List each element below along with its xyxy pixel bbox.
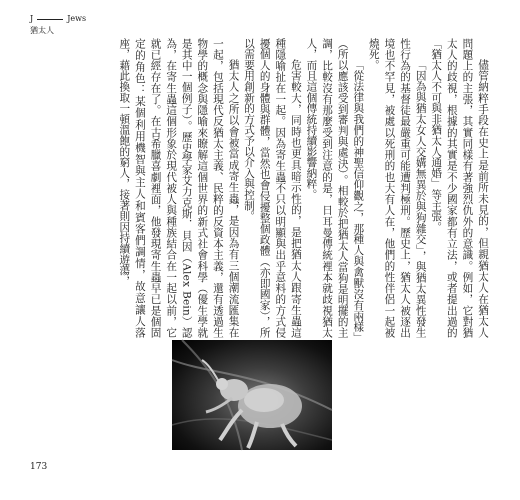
header-rule — [37, 19, 63, 20]
body-text — [118, 38, 490, 338]
page-number: 173 — [30, 462, 48, 472]
parasite-illustration — [172, 340, 332, 450]
paragraph: 危害較大，同時也更具暗示性的，是把猶太人跟寄生蟲這種隱喻扯在一起。因為寄生蟲不只以明顯與出乎意料的方式侵擾個人的身體與群體，當然也會侵擾整個政體（亦即國家），所以需要用創新的方式予以介入與控制。 — [243, 38, 302, 338]
header-title: Jews — [67, 14, 87, 23]
paragraph: 儘管納粹手段在史上是前所未見的，但親猶太人在猶太人問題上的主張，其實同樣有著強烈仇外的意識。例如，它對猶太人的歧視，根據的其實是不少國家都有立法，或者提出過的「猶太人不可與非猶太人通婚」等主張。 — [430, 38, 489, 338]
paragraph: 「從法律與我們的神聖信仰觀之，那種人與禽獸沒有兩樣」（所以應該受到審判與處決）。相較於把猶太人當狗是明擺的主調，比較沒有那麼受到注意的是，日耳曼傳統裡本就歧視猶太人，而且這個傳統持續影響納粹。 — [305, 38, 365, 338]
paragraph: 「因為與猶太女人交媾無異於與狗雜交」，與猶太異性發生性行為的基督徒最嚴重可能遭判極刑。歷史上，猶太人被逐出境也不罕見，被處以死刑的也大有人在，他們的性伴侶一起被燒死。 — [367, 38, 427, 338]
paragraph: 猶太人之所以會被當成寄生蟲，是因為有三個潮流匯集在一起，包括現代反猶太主義、民粹的反資本主義，還有透過生物學的概念與隱喻來瞭解這個世界的新式社會科學（優生學就是其中一個例子）。歷史學家艾力克斯．貝因（Alex Bein）認為，在寄生蟲這個形象於現代被人與種族結合在一起以前，它就已經存在了。在古希臘喜劇裡面，他發現寄生蟲早已是個固定的角色：某個利用機智與主人和賓客們調情，故意讓人落座，藉此換取一頓溫飽的窮人，接著則因持續遊蕩， — [118, 38, 240, 338]
running-header — [30, 14, 86, 36]
header-subtitle: 猶太人 — [30, 26, 54, 35]
parasite-photo — [172, 340, 332, 450]
header-letter: J — [30, 14, 34, 23]
